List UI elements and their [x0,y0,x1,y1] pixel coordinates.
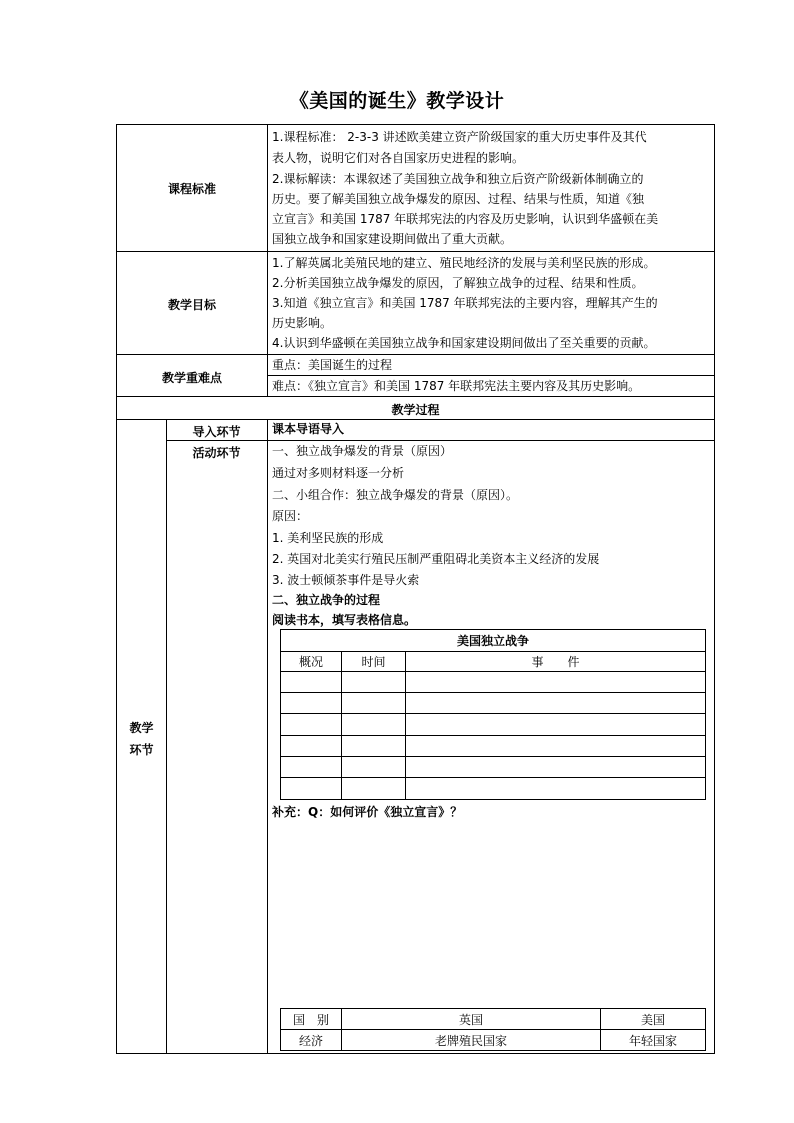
row-divider [117,251,714,252]
war-table-header: 概况 [281,652,342,672]
goals-line: 历史影响。 [272,316,333,330]
activity-line: 二、独立战争的过程 [272,593,381,607]
activity-line: 一、独立战争爆发的背景（原因） [272,444,453,458]
goals-line: 4.认识到华盛顿在美国独立战争和国家建设期间做出了至关重要的贡献。 [272,336,656,350]
goals-line: 2.分析美国独立战争爆发的原因，了解独立战争的过程、结果和性质。 [272,276,644,290]
process-side-label: 环节 [129,743,154,757]
row-divider [117,419,714,420]
compare-cell: 经济 [281,1030,342,1051]
goals-label: 教学目标 [167,298,216,312]
table-row [281,672,706,693]
standards-label: 课程标准 [167,182,216,196]
activity-line: 2. 英国对北美实行殖民压制严重阻碍北美资本主义经济的发展 [272,552,600,566]
war-table-title: 美国独立战争 [281,630,706,652]
war-table [280,629,706,800]
supplement-question: 补充：Q：如何评价《独立宣言》？ [272,805,463,819]
compare-cell: 英国 [342,1009,601,1030]
focus-text: 重点：美国诞生的过程 [272,358,393,372]
column-divider [166,419,167,1053]
compare-table [280,1008,706,1051]
war-table-header: 时间 [342,652,406,672]
standards-line: 历史。要了解美国独立战争爆发的原因、过程、结果与性质，知道《独 [272,192,645,206]
difficulty-text: 难点：《独立宣言》和美国 1787 年联邦宪法主要内容及其历史影响。 [272,379,641,393]
table-row [281,714,706,736]
standards-line: 表人物，说明它们对各自国家历史进程的影响。 [272,151,525,165]
column-divider [267,125,268,396]
key-points-label: 教学重难点 [161,371,222,385]
table-row [281,1030,706,1051]
intro-label: 导入环节 [192,425,241,439]
process-side-label: 教学 [129,721,154,735]
intro-content: 课本导语导入 [272,422,345,436]
compare-cell: 国 别 [281,1009,342,1030]
activity-label: 活动环节 [192,446,241,460]
activity-line: 3. 波士顿倾茶事件是导火索 [272,573,420,587]
activity-line: 阅读书本，填写表格信息。 [272,613,417,627]
standards-line: 国独立战争和国家建设期间做出了重大贡献。 [272,232,513,246]
document-title: 《美国的诞生》教学设计 [289,90,505,112]
activity-line: 原因： [272,509,309,523]
table-row [281,736,706,757]
row-divider [117,354,714,355]
activity-line: 1. 美利坚民族的形成 [272,531,384,545]
table-row [281,1009,706,1030]
table-row [281,778,706,800]
war-table-header: 事 件 [406,652,706,672]
process-header: 教学过程 [391,403,440,417]
goals-line: 1.了解英属北美殖民地的建立、殖民地经济的发展与美利坚民族的形成。 [272,256,656,270]
goals-line: 3.知道《独立宣言》和美国 1787 年联邦宪法的主要内容，理解其产生的 [272,296,658,310]
compare-cell: 美国 [601,1009,706,1030]
column-divider [267,419,268,1053]
table-row [281,693,706,714]
activity-line: 通过对多则材料逐一分析 [272,466,405,480]
standards-line: 1.课程标准： 2-3-3 讲述欧美建立资产阶级国家的重大历史事件及其代 [272,130,647,144]
lesson-plan-table [116,124,715,1054]
standards-line: 立宣言》和美国 1787 年联邦宪法的内容及历史影响，认识到华盛顿在美 [272,212,659,226]
activity-line: 二、小组合作：独立战争爆发的背景（原因）。 [272,488,519,502]
table-row [281,757,706,778]
standards-line: 2.课标解读：本课叙述了美国独立战争和独立后资产阶级新体制确立的 [272,172,644,186]
compare-cell: 老牌殖民国家 [342,1030,601,1051]
compare-cell: 年轻国家 [601,1030,706,1051]
